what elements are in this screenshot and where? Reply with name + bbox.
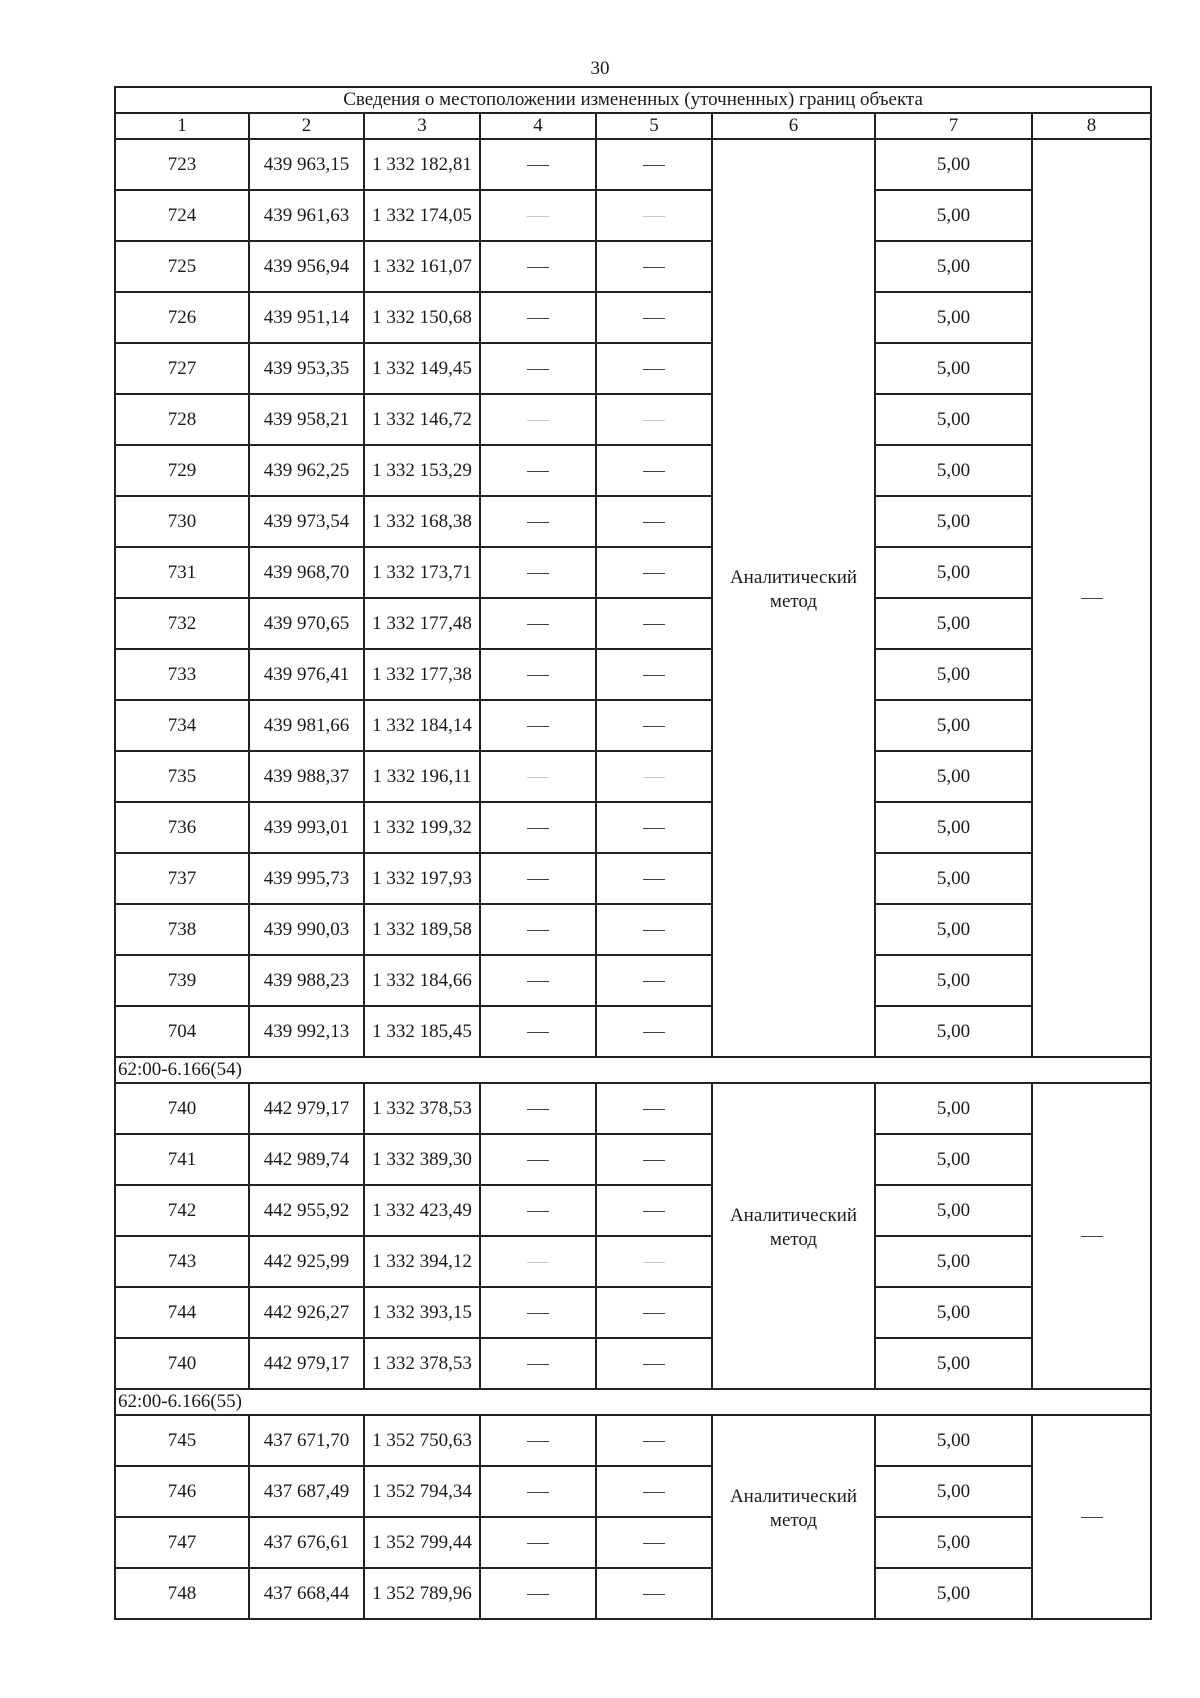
dash-mark	[527, 1160, 549, 1161]
dash-mark	[643, 828, 665, 829]
dash-mark	[643, 1262, 665, 1263]
y-coordinate-cell: 1 332 174,05	[364, 190, 480, 241]
empty-value-cell	[480, 1466, 596, 1517]
dash-mark	[527, 981, 549, 982]
empty-value-cell	[480, 1568, 596, 1619]
empty-value-cell	[596, 139, 712, 190]
method-cell	[712, 1415, 875, 1619]
dash-mark	[643, 318, 665, 319]
empty-value-cell	[480, 802, 596, 853]
x-coordinate-cell: 442 955,92	[249, 1185, 364, 1236]
empty-value-cell	[596, 394, 712, 445]
dash-mark	[527, 573, 549, 574]
accuracy-cell: 5,00	[875, 292, 1032, 343]
x-coordinate-cell: 439 962,25	[249, 445, 364, 496]
empty-value-cell	[596, 1006, 712, 1057]
table-row	[115, 190, 1151, 241]
dash-mark	[643, 1160, 665, 1161]
dash-mark	[643, 726, 665, 727]
dash-mark	[643, 1313, 665, 1314]
table-row	[115, 853, 1151, 904]
accuracy-cell: 5,00	[875, 700, 1032, 751]
accuracy-cell: 5,00	[875, 1517, 1032, 1568]
empty-value-cell	[596, 1415, 712, 1466]
y-coordinate-cell: 1 332 153,29	[364, 445, 480, 496]
table-row	[115, 241, 1151, 292]
point-number-cell: 728	[115, 394, 249, 445]
accuracy-cell: 5,00	[875, 547, 1032, 598]
empty-value-cell	[596, 1134, 712, 1185]
dash-mark	[527, 1364, 549, 1365]
empty-value-cell	[596, 751, 712, 802]
point-number-cell: 729	[115, 445, 249, 496]
table-row	[115, 598, 1151, 649]
page-number: 30	[590, 58, 610, 79]
point-number-cell: 740	[115, 1338, 249, 1389]
x-coordinate-cell: 439 988,37	[249, 751, 364, 802]
column-8-cell	[1032, 1083, 1151, 1389]
y-coordinate-cell: 1 332 146,72	[364, 394, 480, 445]
empty-value-cell	[596, 649, 712, 700]
dash-mark	[643, 573, 665, 574]
section-header-row	[115, 1057, 1151, 1083]
accuracy-cell: 5,00	[875, 343, 1032, 394]
dash-mark	[643, 165, 665, 166]
empty-value-cell	[480, 190, 596, 241]
accuracy-cell: 5,00	[875, 1568, 1032, 1619]
empty-value-cell	[480, 853, 596, 904]
empty-value-cell	[596, 445, 712, 496]
dash-mark	[527, 1313, 549, 1314]
y-coordinate-cell: 1 332 185,45	[364, 1006, 480, 1057]
y-coordinate-cell: 1 332 177,38	[364, 649, 480, 700]
y-coordinate-cell: 1 332 150,68	[364, 292, 480, 343]
column-number: 2	[249, 113, 364, 139]
column-number: 3	[364, 113, 480, 139]
empty-value-cell	[480, 343, 596, 394]
empty-value-cell	[480, 547, 596, 598]
accuracy-cell: 5,00	[875, 496, 1032, 547]
method-label: Аналитический метод	[729, 1205, 858, 1250]
y-coordinate-cell: 1 352 799,44	[364, 1517, 480, 1568]
dash-mark	[1081, 1236, 1103, 1237]
y-coordinate-cell: 1 332 196,11	[364, 751, 480, 802]
y-coordinate-cell: 1 332 149,45	[364, 343, 480, 394]
empty-value-cell	[480, 1338, 596, 1389]
y-coordinate-cell: 1 332 394,12	[364, 1236, 480, 1287]
dash-mark	[527, 624, 549, 625]
point-number-cell: 704	[115, 1006, 249, 1057]
empty-value-cell	[596, 343, 712, 394]
x-coordinate-cell: 439 963,15	[249, 139, 364, 190]
table-row	[115, 292, 1151, 343]
empty-value-cell	[596, 496, 712, 547]
table-row	[115, 751, 1151, 802]
table-row	[115, 955, 1151, 1006]
dash-mark	[643, 216, 665, 217]
dash-mark	[643, 675, 665, 676]
accuracy-cell: 5,00	[875, 853, 1032, 904]
x-coordinate-cell: 439 993,01	[249, 802, 364, 853]
y-coordinate-cell: 1 332 161,07	[364, 241, 480, 292]
point-number-cell: 731	[115, 547, 249, 598]
empty-value-cell	[480, 496, 596, 547]
dash-mark	[527, 369, 549, 370]
point-number-cell: 733	[115, 649, 249, 700]
table-title: Сведения о местоположении измененных (уточненных) границ объекта	[115, 87, 1151, 113]
empty-value-cell	[596, 1466, 712, 1517]
accuracy-cell: 5,00	[875, 190, 1032, 241]
table-row	[115, 1006, 1151, 1057]
empty-value-cell	[596, 1568, 712, 1619]
x-coordinate-cell: 437 671,70	[249, 1415, 364, 1466]
empty-value-cell	[480, 649, 596, 700]
empty-value-cell	[480, 1415, 596, 1466]
accuracy-cell: 5,00	[875, 955, 1032, 1006]
empty-value-cell	[596, 292, 712, 343]
dash-mark	[527, 1262, 549, 1263]
point-number-cell: 732	[115, 598, 249, 649]
point-number-cell: 726	[115, 292, 249, 343]
dash-mark	[643, 1109, 665, 1110]
accuracy-cell: 5,00	[875, 1466, 1032, 1517]
y-coordinate-cell: 1 352 794,34	[364, 1466, 480, 1517]
y-coordinate-cell: 1 332 177,48	[364, 598, 480, 649]
table-row	[115, 1415, 1151, 1466]
column-number: 1	[115, 113, 249, 139]
dash-mark	[643, 1543, 665, 1544]
x-coordinate-cell: 439 958,21	[249, 394, 364, 445]
point-number-cell: 748	[115, 1568, 249, 1619]
empty-value-cell	[596, 904, 712, 955]
dash-mark	[527, 1543, 549, 1544]
table-row	[115, 1287, 1151, 1338]
x-coordinate-cell: 439 990,03	[249, 904, 364, 955]
dash-mark	[643, 879, 665, 880]
accuracy-cell: 5,00	[875, 139, 1032, 190]
empty-value-cell	[480, 1185, 596, 1236]
accuracy-cell: 5,00	[875, 802, 1032, 853]
dash-mark	[527, 1594, 549, 1595]
column-number: 6	[712, 113, 875, 139]
point-number-cell: 725	[115, 241, 249, 292]
empty-value-cell	[480, 955, 596, 1006]
accuracy-cell: 5,00	[875, 445, 1032, 496]
table-row	[115, 1338, 1151, 1389]
dash-mark	[643, 1211, 665, 1212]
dash-mark	[527, 1109, 549, 1110]
x-coordinate-cell: 437 687,49	[249, 1466, 364, 1517]
accuracy-cell: 5,00	[875, 394, 1032, 445]
empty-value-cell	[596, 1185, 712, 1236]
method-label: Аналитический метод	[729, 567, 858, 612]
dash-mark	[643, 1364, 665, 1365]
x-coordinate-cell: 439 968,70	[249, 547, 364, 598]
table-row	[115, 1185, 1151, 1236]
point-number-cell: 724	[115, 190, 249, 241]
point-number-cell: 746	[115, 1466, 249, 1517]
table-row	[115, 1568, 1151, 1619]
column-8-cell	[1032, 139, 1151, 1057]
accuracy-cell: 5,00	[875, 751, 1032, 802]
x-coordinate-cell: 439 981,66	[249, 700, 364, 751]
y-coordinate-cell: 1 332 182,81	[364, 139, 480, 190]
dash-mark	[527, 828, 549, 829]
empty-value-cell	[596, 853, 712, 904]
dash-mark	[643, 267, 665, 268]
y-coordinate-cell: 1 332 423,49	[364, 1185, 480, 1236]
accuracy-cell: 5,00	[875, 1185, 1032, 1236]
accuracy-cell: 5,00	[875, 1006, 1032, 1057]
table-row	[115, 445, 1151, 496]
empty-value-cell	[480, 904, 596, 955]
empty-value-cell	[480, 394, 596, 445]
accuracy-cell: 5,00	[875, 1415, 1032, 1466]
empty-value-cell	[596, 598, 712, 649]
table-row	[115, 547, 1151, 598]
y-coordinate-cell: 1 332 173,71	[364, 547, 480, 598]
dash-mark	[527, 165, 549, 166]
point-number-cell: 741	[115, 1134, 249, 1185]
empty-value-cell	[480, 1006, 596, 1057]
y-coordinate-cell: 1 332 184,14	[364, 700, 480, 751]
empty-value-cell	[596, 1338, 712, 1389]
x-coordinate-cell: 439 961,63	[249, 190, 364, 241]
accuracy-cell: 5,00	[875, 598, 1032, 649]
x-coordinate-cell: 437 668,44	[249, 1568, 364, 1619]
dash-mark	[1081, 1517, 1103, 1518]
point-number-cell: 738	[115, 904, 249, 955]
x-coordinate-cell: 439 970,65	[249, 598, 364, 649]
point-number-cell: 737	[115, 853, 249, 904]
x-coordinate-cell: 439 976,41	[249, 649, 364, 700]
table-row	[115, 700, 1151, 751]
dash-mark	[643, 1492, 665, 1493]
y-coordinate-cell: 1 332 378,53	[364, 1338, 480, 1389]
accuracy-cell: 5,00	[875, 904, 1032, 955]
x-coordinate-cell: 437 676,61	[249, 1517, 364, 1568]
empty-value-cell	[596, 190, 712, 241]
empty-value-cell	[480, 1287, 596, 1338]
dash-mark	[643, 930, 665, 931]
x-coordinate-cell: 439 992,13	[249, 1006, 364, 1057]
accuracy-cell: 5,00	[875, 1338, 1032, 1389]
table-row	[115, 1466, 1151, 1517]
point-number-cell: 736	[115, 802, 249, 853]
empty-value-cell	[596, 802, 712, 853]
table-row	[115, 802, 1151, 853]
x-coordinate-cell: 439 951,14	[249, 292, 364, 343]
x-coordinate-cell: 442 979,17	[249, 1338, 364, 1389]
dash-mark	[643, 1441, 665, 1442]
x-coordinate-cell: 442 989,74	[249, 1134, 364, 1185]
dash-mark	[527, 777, 549, 778]
dash-mark	[527, 1492, 549, 1493]
dash-mark	[643, 1032, 665, 1033]
dash-mark	[643, 624, 665, 625]
dash-mark	[527, 879, 549, 880]
x-coordinate-cell: 439 953,35	[249, 343, 364, 394]
y-coordinate-cell: 1 332 199,32	[364, 802, 480, 853]
point-number-cell: 730	[115, 496, 249, 547]
dash-mark	[527, 318, 549, 319]
dash-mark	[643, 522, 665, 523]
empty-value-cell	[596, 1236, 712, 1287]
column-8-cell	[1032, 1415, 1151, 1619]
dash-mark	[527, 1032, 549, 1033]
accuracy-cell: 5,00	[875, 1236, 1032, 1287]
y-coordinate-cell: 1 332 168,38	[364, 496, 480, 547]
empty-value-cell	[596, 955, 712, 1006]
point-number-cell: 735	[115, 751, 249, 802]
dash-mark	[527, 1441, 549, 1442]
y-coordinate-cell: 1 332 184,66	[364, 955, 480, 1006]
dash-mark	[1081, 598, 1103, 599]
table-row	[115, 1517, 1151, 1568]
dash-mark	[643, 777, 665, 778]
y-coordinate-cell: 1 352 789,96	[364, 1568, 480, 1619]
empty-value-cell	[480, 598, 596, 649]
empty-value-cell	[480, 751, 596, 802]
dash-mark	[527, 471, 549, 472]
empty-value-cell	[596, 547, 712, 598]
column-number-row	[115, 113, 1151, 139]
column-number: 7	[875, 113, 1032, 139]
dash-mark	[527, 675, 549, 676]
dash-mark	[527, 267, 549, 268]
y-coordinate-cell: 1 332 393,15	[364, 1287, 480, 1338]
empty-value-cell	[480, 1134, 596, 1185]
dash-mark	[643, 981, 665, 982]
accuracy-cell: 5,00	[875, 1287, 1032, 1338]
dash-mark	[527, 420, 549, 421]
empty-value-cell	[480, 292, 596, 343]
empty-value-cell	[596, 1287, 712, 1338]
dash-mark	[643, 369, 665, 370]
empty-value-cell	[480, 1083, 596, 1134]
dash-mark	[643, 471, 665, 472]
empty-value-cell	[596, 241, 712, 292]
dash-mark	[527, 216, 549, 217]
table-row	[115, 1134, 1151, 1185]
empty-value-cell	[596, 1517, 712, 1568]
method-cell	[712, 139, 875, 1057]
point-number-cell: 742	[115, 1185, 249, 1236]
section-header-row	[115, 1389, 1151, 1415]
x-coordinate-cell: 439 956,94	[249, 241, 364, 292]
table-row	[115, 1083, 1151, 1134]
accuracy-cell: 5,00	[875, 1134, 1032, 1185]
table-row	[115, 496, 1151, 547]
table-row	[115, 649, 1151, 700]
section-cadastral-number: 62:00-6.166(55)	[115, 1389, 1151, 1415]
dash-mark	[643, 1594, 665, 1595]
point-number-cell: 743	[115, 1236, 249, 1287]
dash-mark	[643, 420, 665, 421]
table-row	[115, 904, 1151, 955]
point-number-cell: 740	[115, 1083, 249, 1134]
table-row	[115, 394, 1151, 445]
empty-value-cell	[596, 1083, 712, 1134]
column-number: 5	[596, 113, 712, 139]
y-coordinate-cell: 1 332 378,53	[364, 1083, 480, 1134]
x-coordinate-cell: 439 988,23	[249, 955, 364, 1006]
empty-value-cell	[480, 1517, 596, 1568]
empty-value-cell	[480, 700, 596, 751]
point-number-cell: 744	[115, 1287, 249, 1338]
point-number-cell: 739	[115, 955, 249, 1006]
dash-mark	[527, 726, 549, 727]
y-coordinate-cell: 1 332 197,93	[364, 853, 480, 904]
dash-mark	[527, 930, 549, 931]
accuracy-cell: 5,00	[875, 1083, 1032, 1134]
dash-mark	[527, 522, 549, 523]
accuracy-cell: 5,00	[875, 649, 1032, 700]
point-number-cell: 734	[115, 700, 249, 751]
point-number-cell: 723	[115, 139, 249, 190]
y-coordinate-cell: 1 352 750,63	[364, 1415, 480, 1466]
empty-value-cell	[480, 1236, 596, 1287]
method-label: Аналитический метод	[729, 1486, 858, 1531]
section-cadastral-number: 62:00-6.166(54)	[115, 1057, 1151, 1083]
point-number-cell: 747	[115, 1517, 249, 1568]
point-number-cell: 727	[115, 343, 249, 394]
x-coordinate-cell: 439 995,73	[249, 853, 364, 904]
empty-value-cell	[480, 241, 596, 292]
boundary-coordinates-table	[114, 86, 1152, 1620]
point-number-cell: 745	[115, 1415, 249, 1466]
table-row	[115, 343, 1151, 394]
y-coordinate-cell: 1 332 389,30	[364, 1134, 480, 1185]
empty-value-cell	[596, 700, 712, 751]
column-number: 4	[480, 113, 596, 139]
column-number: 8	[1032, 113, 1151, 139]
x-coordinate-cell: 442 926,27	[249, 1287, 364, 1338]
method-cell	[712, 1083, 875, 1389]
empty-value-cell	[480, 139, 596, 190]
x-coordinate-cell: 439 973,54	[249, 496, 364, 547]
empty-value-cell	[480, 445, 596, 496]
x-coordinate-cell: 442 925,99	[249, 1236, 364, 1287]
table-row	[115, 1236, 1151, 1287]
accuracy-cell: 5,00	[875, 241, 1032, 292]
y-coordinate-cell: 1 332 189,58	[364, 904, 480, 955]
table-row	[115, 139, 1151, 190]
dash-mark	[527, 1211, 549, 1212]
x-coordinate-cell: 442 979,17	[249, 1083, 364, 1134]
